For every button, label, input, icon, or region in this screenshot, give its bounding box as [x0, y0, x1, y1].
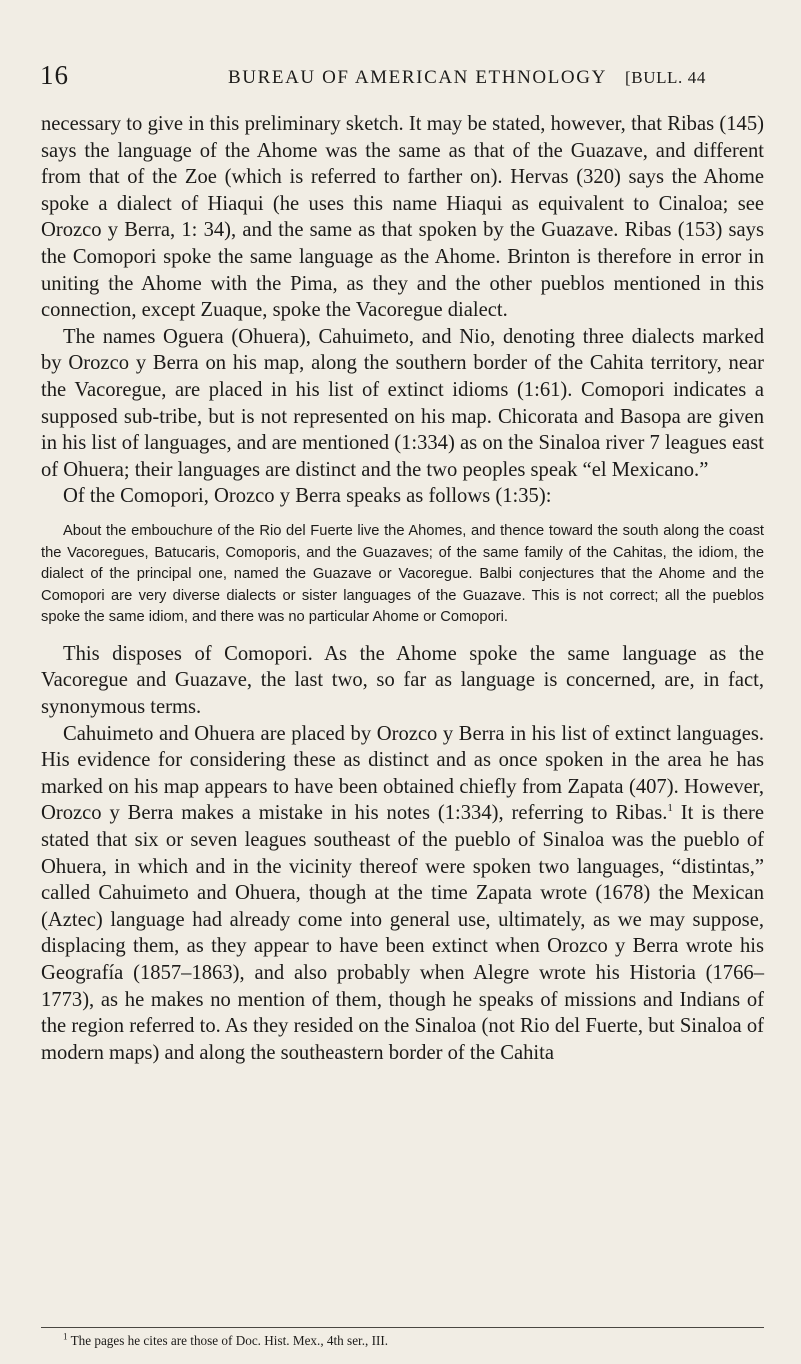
paragraph-dialect-names: The names Oguera (Ohuera), Cahuimeto, and Nio, denoting three dialects marked by Orozco y Berra on his map, along the southern border of the Cahita territory, near the Vacoregue, are placed in his list of extinct idioms (1:61). Comopori indicates a supposed sub-tribe, but is not represented on his map. Chicorata and Basopa are given in his list of languages, and are mentioned (1:334) as on the Sinaloa river 7 leagues east of Ohuera; their languages are distinct and the two peoples speak “el Mexicano.”	[41, 325, 764, 481]
footnote-reference: 1	[667, 802, 673, 815]
footnote-text: The pages he cites are those of Doc. Hist. Mex., 4th ser., III.	[70, 1333, 389, 1348]
footnote-marker: 1	[63, 1331, 68, 1342]
bulletin-reference: [BULL. 44	[625, 68, 706, 87]
page-number: 16	[40, 60, 69, 90]
running-title: BUREAU OF AMERICAN ETHNOLOGY	[228, 67, 607, 88]
paragraph-comopori: This disposes of Comopori. As the Ahome spoke the same language as the Vacoregue and Guazave, the last two, so far as language is concerned, are, in fact, synonymous terms.	[41, 642, 764, 719]
page-header	[0, 60, 801, 94]
body-text	[41, 111, 764, 1066]
footnote-divider	[41, 1327, 764, 1328]
paragraph-continued: necessary to give in this preliminary sketch. It may be stated, however, that Ribas (145) says the language of the Ahome was the same as that of the Guazave, and different from that of the Zoe (which is referred to farther on). Hervas (320) says the Ahome spoke a dialect of Hiaqui (he uses this name Hiaqui as equivalent to Cinaloa; see Orozco y Berra, 1: 34), and the same as that spoken by the Guazave. Ribas (153) says the Comopori spoke the same language as the Ahome. Brinton is therefore in error in uniting the Ahome with the Pima, as they and the other pueblos mentioned in this connection, except Zuaque, spoke the Vacoregue dialect.	[41, 113, 764, 322]
paragraph-text-part-2: It is there stated that six or seven leagues southeast of the pueblo of Sinaloa was the pueblo of Ohuera, in which and in the vicinity thereof were spoken two languages, “distintas,” called Cahuimeto and Ohuera, though at the time Zapata wrote (1678) the Mexican (Aztec) language had already come into general use, ultimately, as we may suppose, displacing them, as they appear to have been extinct when Orozco y Berra wrote his Geografía (1857–1863), and also probably when Alegre wrote his Historia (1766–1773), as he makes no mention of them, though he speaks of missions and Indians of the region referred to. As they resided on the Sinaloa (not Rio del Fuerte, but Sinaloa of modern maps) and along the southeastern border of the Cahita	[41, 802, 764, 1064]
block-quote-text: About the embouchure of the Rio del Fuerte live the Ahomes, and thence toward the south along the coast the Vacoregues, Batucaris, Comoporis, and the Guazaves; of the same family of the Cahitas, the idiom, the dialect of the principal one, named the Guazave or Vacoregue. Balbi conjectures that the Ahome and the Comopori are very diverse dialects or sister languages of the Guazave. This is not correct; all the pueblos spoke the same idiom, and there was no particular Ahome or Comopori.	[41, 522, 764, 626]
paragraph-cahuimeto-ohuera	[41, 721, 764, 1067]
footnote	[63, 1333, 388, 1349]
paragraph-quote-intro: Of the Comopori, Orozco y Berra speaks as follows (1:35):	[63, 485, 552, 508]
paragraph-text-part-1: Cahuimeto and Ohuera are placed by Orozco y Berra in his list of extinct languages. His evidence for considering these as distinct and as once spoken in the area he has marked on his map appears to have been obtained chiefly from Zapata (407). However, Orozco y Berra makes a mistake in his notes (1:334), referring to Ribas.	[41, 722, 764, 825]
block-quote	[41, 521, 764, 629]
